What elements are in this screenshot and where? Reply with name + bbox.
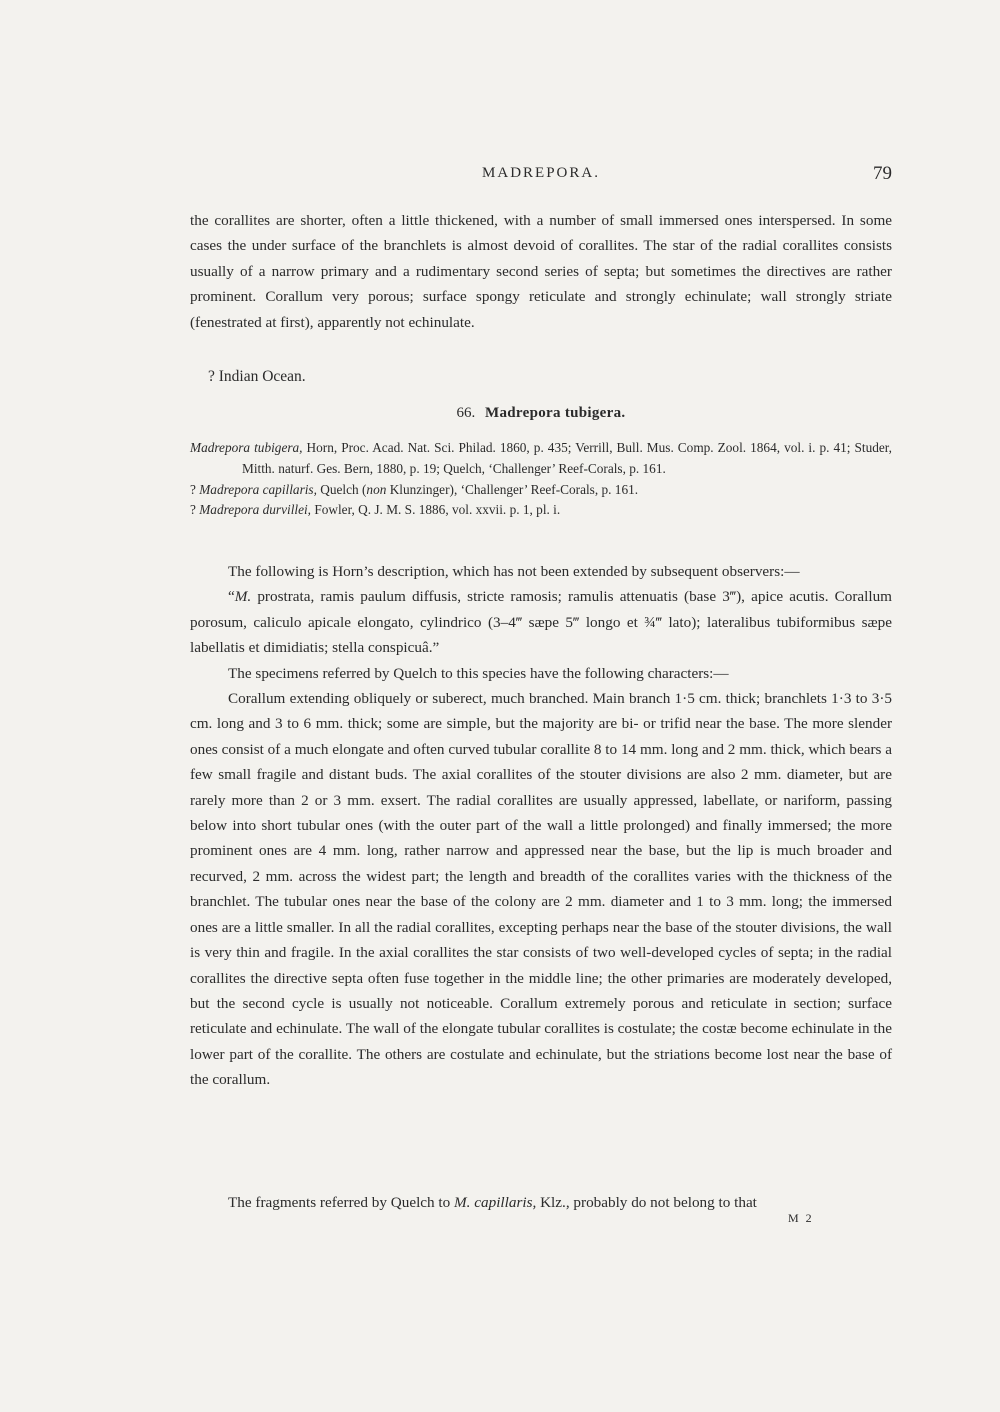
species-name: Madrepora tubigera. <box>485 405 626 421</box>
synonymy-list <box>190 438 892 521</box>
running-head <box>190 163 892 187</box>
final-line-text: Klz., probably do not belong to that <box>536 1194 757 1211</box>
synonym-citation: Horn, Proc. Acad. Nat. Sci. Philad. 1860, p. 435; Verrill, Bull. Mus. Comp. Zool. 1864, vol. i. p. 41; Studer, Mitth. naturf. Ges. Bern, 1880, p. 19; Quelch, ‘Challenger’ Reef-Corals, p. 161. <box>242 440 892 476</box>
description-intro: The following is Horn’s description, which has not been extended by subsequent observers:— <box>228 563 800 580</box>
page-number: 79 <box>873 163 892 184</box>
intro-paragraph-block <box>190 208 892 335</box>
intro-paragraph: the corallites are shorter, often a little thickened, with a number of small immersed ones interspersed. In some cases the under surface of the branchlets is almost devoid of corallites. The star of the radial corallites consists usually of a narrow primary and a rudimentary second series of septa; but sometimes the directives are rather prominent. Corallum very porous; surface spongy reticulate and strongly echinulate; wall strongly striate (fenestrated at first), apparently not echinulate. <box>190 212 892 331</box>
description-paragraph: Corallum extending obliquely or suberect, much branched. Main branch 1·5 cm. thick; branchlets 1·3 to 3·5 cm. long and 3 to 6 mm. thick; some are simple, but the majority are bi- or trifid near the base. The more slender ones consist of a much elongate and often curved tubular corallite 8 to 14 mm. long and 2 mm. thick, which bears a few small fragile and distant buds. The axial corallites of the stouter divisions are also 2 mm. diameter, but are rarely more than 2 or 3 mm. exsert. The radial corallites are usually appressed, labellate, or nariform, passing below into short tubular ones (with the outer part of the wall a little prolonged) and finally immersed; the more prominent ones are 4 mm. long, rather narrow and appressed near the base, but the lip is much broader and recurved, 2 mm. across the widest part; the length and breadth of the corallites varies with the thickness of the branchlet. The tubular ones near the base of the colony are 2 mm. diameter and 1 to 3 mm. long; the immersed ones are a little smaller. In all the radial corallites, excepting perhaps near the base of the stouter divisions, the wall is very thin and fragile. In the axial corallites the star consists of two well-developed cycles of septa; in the radial corallites the directive septa often fuse together in the middle line; the other primaries are moderately developed, but the second cycle is usually not noticeable. Corallum extremely porous and reticulate in section; surface reticulate and echinulate. The wall of the elongate tubular corallites is costulate; the costæ become echinulate in the lower part of the corallite. The others are costulate and echinulate, but the striations become lost near the base of the corallum. <box>190 690 892 1089</box>
final-line-text: The fragments referred by Quelch to <box>228 1194 455 1211</box>
synonym-citation: Klunzinger), ‘Challenger’ Reef-Corals, p. 161. <box>386 481 639 497</box>
running-title: MADREPORA. <box>482 165 600 181</box>
synonym-citation-italic: non <box>366 481 387 497</box>
synonym-citation: Fowler, Q. J. M. S. 1886, vol. xxvii. p. 1, pl. i. <box>314 502 561 518</box>
description-block <box>190 559 892 1093</box>
synonymy-entry <box>190 500 892 521</box>
synonym-citation: Quelch ( <box>320 481 367 497</box>
synonymy-entry <box>190 480 892 501</box>
signature-mark: M 2 <box>788 1211 814 1225</box>
species-heading <box>190 405 892 422</box>
synonym-prefix: ? <box>190 502 200 518</box>
specimens-intro: The specimens referred by Quelch to this species have the following characters:— <box>228 664 729 682</box>
quote-open: “ <box>228 588 235 606</box>
final-line-italic: M. capillaris, <box>454 1194 537 1211</box>
quote-text: prostrata, ramis paulum diffusis, stricte ramosis; ramulis attenuatis (base 3‴), apice acutis. Corallum porosum, caliculo apicale elongato, cylindrico (3–4‴ sæpe 5‴ longo et ¾‴ lato); lateralibus tubiformibus sæpe labellatis et dimidiatis; stella conspicuâ.” <box>190 588 892 657</box>
latin-quote <box>190 584 892 660</box>
synonymy-entry <box>190 438 892 480</box>
synonym-name: Madrepora capillaris, <box>199 481 317 497</box>
quote-genus: M. <box>234 588 252 606</box>
synonym-name: Madrepora tubigera, <box>190 440 303 455</box>
final-line <box>190 1190 892 1215</box>
species-number: 66. <box>456 405 476 421</box>
synonym-prefix: ? <box>190 481 200 497</box>
locality: ? Indian Ocean. <box>208 368 306 385</box>
synonym-name: Madrepora durvillei, <box>199 502 312 518</box>
